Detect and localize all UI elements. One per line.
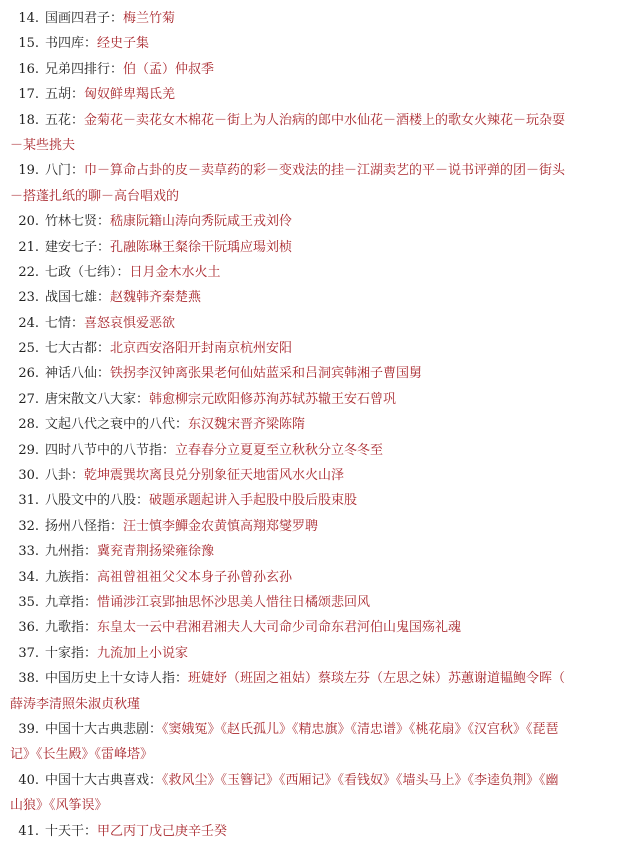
list-item — [0, 209, 640, 234]
item-number: 32. — [18, 518, 39, 534]
item-value: 北京西安洛阳开封南京杭州安阳 — [110, 341, 293, 357]
list-item — [0, 31, 640, 56]
list-item-line — [0, 209, 640, 234]
list-item-line — [0, 819, 640, 844]
item-number: 15. — [18, 36, 39, 52]
list-item — [0, 311, 640, 336]
item-label: 七情： — [45, 315, 85, 331]
item-number: 18. — [18, 112, 39, 128]
list-item-line — [0, 361, 640, 386]
list-item — [0, 590, 640, 615]
item-value: 九流加上小说家 — [97, 645, 189, 661]
list-item-line — [0, 463, 640, 488]
list-item — [0, 108, 640, 159]
item-label: 九州指： — [45, 544, 98, 560]
item-label: 八门： — [45, 163, 85, 179]
list-item — [0, 488, 640, 513]
list-item-line — [0, 336, 640, 361]
list-item-line — [0, 31, 640, 56]
item-label: 国画四君子： — [45, 11, 124, 26]
item-number: 26. — [18, 366, 39, 382]
item-label: 建安七子： — [45, 239, 111, 255]
item-value: 班婕妤（班固之祖姑）蔡琰左芬（左思之妹）苏蕙谢道韫鲍令晖（ — [188, 671, 566, 687]
item-number: 37. — [18, 645, 39, 661]
item-label: 神话八仙： — [45, 366, 111, 382]
item-value: 《窦娥冤》《赵氏孤儿》《精忠旗》《清忠谱》《桃花扇》《汉宫秋》《琵琶 — [162, 721, 559, 737]
item-label: 扬州八怪指： — [45, 518, 124, 534]
item-label: 兄弟四排行： — [45, 61, 124, 77]
list-item-line — [0, 412, 640, 437]
list-item — [0, 565, 640, 590]
item-label: 竹林七贤： — [45, 214, 111, 230]
list-item-line — [0, 57, 640, 82]
list-item — [0, 438, 640, 463]
item-label: 九章指： — [45, 594, 98, 610]
item-label: 五花： — [45, 112, 85, 128]
list-item-line — [0, 641, 640, 666]
item-number: 14. — [18, 11, 39, 26]
item-number: 41. — [18, 823, 39, 839]
list-item — [0, 666, 640, 717]
list-item-line — [0, 768, 640, 793]
item-number: 38. — [18, 671, 39, 687]
list-item-line — [0, 260, 640, 285]
list-item-line — [0, 717, 640, 742]
list-item — [0, 158, 640, 209]
item-number: 36. — [18, 620, 39, 636]
list-item — [0, 235, 640, 260]
list-item-line — [0, 565, 640, 590]
item-number: 28. — [18, 417, 39, 433]
item-label: 中国十大古典喜戏： — [45, 772, 163, 788]
item-value: 赵魏韩齐秦楚燕 — [110, 290, 202, 306]
list-item-line — [0, 615, 640, 640]
list-item — [0, 615, 640, 640]
list-item-line — [0, 108, 640, 133]
item-number: 25. — [18, 341, 39, 357]
list-item-line — [0, 514, 640, 539]
list-item-line — [0, 666, 640, 691]
item-number: 35. — [18, 594, 39, 610]
item-label: 八卦： — [45, 468, 85, 484]
item-value-continuation: 记》《长生殿》《雷峰塔》 — [10, 747, 154, 763]
list-item — [0, 387, 640, 412]
item-number: 34. — [18, 569, 39, 585]
item-number: 22. — [18, 264, 39, 280]
item-value: 甲乙丙丁戊己庚辛壬癸 — [97, 823, 228, 839]
item-value: 梅兰竹菊 — [123, 11, 176, 26]
item-value: 铁拐李汉钟离张果老何仙姑蓝采和吕洞宾韩湘子曹国舅 — [110, 366, 423, 382]
list-item-line — [0, 158, 640, 183]
item-number: 17. — [18, 87, 39, 103]
item-label: 七大古都： — [45, 341, 111, 357]
item-label: 十家指： — [45, 645, 98, 661]
item-value: 东皇太一云中君湘君湘夫人大司命少司命东君河伯山鬼国殇礼魂 — [97, 620, 462, 636]
item-value: 经史子集 — [97, 36, 150, 52]
item-number: 40. — [18, 772, 39, 788]
item-value: 孔融陈琳王粲徐干阮瑀应瑒刘桢 — [110, 239, 293, 255]
item-number: 19. — [18, 163, 39, 179]
item-label: 中国十大古典悲剧： — [45, 721, 163, 737]
list-item — [0, 57, 640, 82]
item-value: 汪士慎李鱓金农黄慎高翔郑燮罗聘 — [123, 518, 319, 534]
item-number: 24. — [18, 315, 39, 331]
list-item-line — [0, 285, 640, 310]
list-item — [0, 82, 640, 107]
item-value: 金菊花－卖花女木棉花－街上为人治病的郎中水仙花－酒楼上的歌女火辣花－玩杂耍 — [84, 112, 566, 128]
list-item — [0, 361, 640, 386]
item-value: 破题承题起讲入手起股中股后股束股 — [149, 493, 358, 509]
numbered-list — [0, 6, 640, 844]
item-label: 文起八代之衰中的八代： — [45, 417, 189, 433]
item-value: 巾－算命占卦的皮－卖草药的彩－变戏法的挂－江湖卖艺的平－说书评弹的团－街头 — [84, 163, 566, 179]
list-item — [0, 717, 640, 768]
item-label: 九歌指： — [45, 620, 98, 636]
item-label: 五胡： — [45, 87, 85, 103]
list-item-line — [0, 311, 640, 336]
item-number: 20. — [18, 214, 39, 230]
item-value: 立春春分立夏夏至立秋秋分立冬冬至 — [175, 442, 384, 458]
list-item — [0, 285, 640, 310]
list-item-line — [0, 387, 640, 412]
list-item — [0, 412, 640, 437]
item-value: 东汉魏宋晋齐梁陈隋 — [188, 417, 306, 433]
item-value: 惜诵涉江哀郢抽思怀沙思美人惜往日橘颂悲回风 — [97, 594, 371, 610]
item-label: 战国七雄： — [45, 290, 111, 306]
list-item-line — [0, 235, 640, 260]
item-value: 乾坤震巽坎离艮兑分别象征天地雷风水火山泽 — [84, 468, 345, 484]
item-value: 韩愈柳宗元欧阳修苏洵苏轼苏辙王安石曾巩 — [149, 391, 397, 407]
item-value: 嵇康阮籍山涛向秀阮咸王戎刘伶 — [110, 214, 293, 230]
item-number: 21. — [18, 239, 39, 255]
list-item — [0, 514, 640, 539]
item-label: 十天干： — [45, 823, 98, 839]
list-item-line — [0, 539, 640, 564]
item-value-continuation: 薛涛李清照朱淑贞秋瑾 — [10, 696, 141, 712]
item-value: 匈奴鲜卑羯氐羌 — [84, 87, 176, 103]
item-value: 《救风尘》《玉簪记》《西厢记》《看钱奴》《墙头马上》《李逵负荆》《幽 — [162, 772, 559, 788]
item-number: 30. — [18, 468, 39, 484]
item-number: 33. — [18, 544, 39, 560]
item-number: 16. — [18, 61, 39, 77]
list-item-line — [0, 82, 640, 107]
item-number: 31. — [18, 493, 39, 509]
item-number: 39. — [18, 721, 39, 737]
item-label: 九族指： — [45, 569, 98, 585]
item-number: 29. — [18, 442, 39, 458]
list-item-line — [0, 6, 640, 31]
list-item — [0, 463, 640, 488]
item-label: 七政（七纬）： — [45, 264, 130, 280]
item-value: 伯（孟）仲叔季 — [123, 61, 215, 77]
list-item — [0, 768, 640, 819]
item-value: 喜怒哀惧爱恶欲 — [84, 315, 176, 331]
list-item — [0, 539, 640, 564]
list-item-line — [0, 488, 640, 513]
item-value-continuation: －某些挑夫 — [10, 137, 76, 153]
item-number: 27. — [18, 391, 39, 407]
item-label: 四时八节中的八节指： — [45, 442, 176, 458]
item-value: 日月金木水火土 — [129, 264, 221, 280]
item-label: 八股文中的八股： — [45, 493, 150, 509]
item-label: 中国历史上十女诗人指： — [45, 671, 189, 687]
item-label: 书四库： — [45, 36, 98, 52]
item-label: 唐宋散文八大家： — [45, 391, 150, 407]
item-value-continuation: 山狼》《风筝误》 — [10, 798, 108, 814]
list-item-line — [0, 590, 640, 615]
list-item — [0, 336, 640, 361]
list-item-line — [0, 438, 640, 463]
item-value: 冀兖青荆扬梁雍徐豫 — [97, 544, 215, 560]
list-item — [0, 6, 640, 31]
item-number: 23. — [18, 290, 39, 306]
item-value-continuation: －搭蓬扎纸的聊－高台唱戏的 — [10, 188, 180, 204]
list-item — [0, 641, 640, 666]
list-item — [0, 819, 640, 844]
list-item — [0, 260, 640, 285]
item-value: 高祖曾祖祖父父本身子孙曾孙玄孙 — [97, 569, 293, 585]
